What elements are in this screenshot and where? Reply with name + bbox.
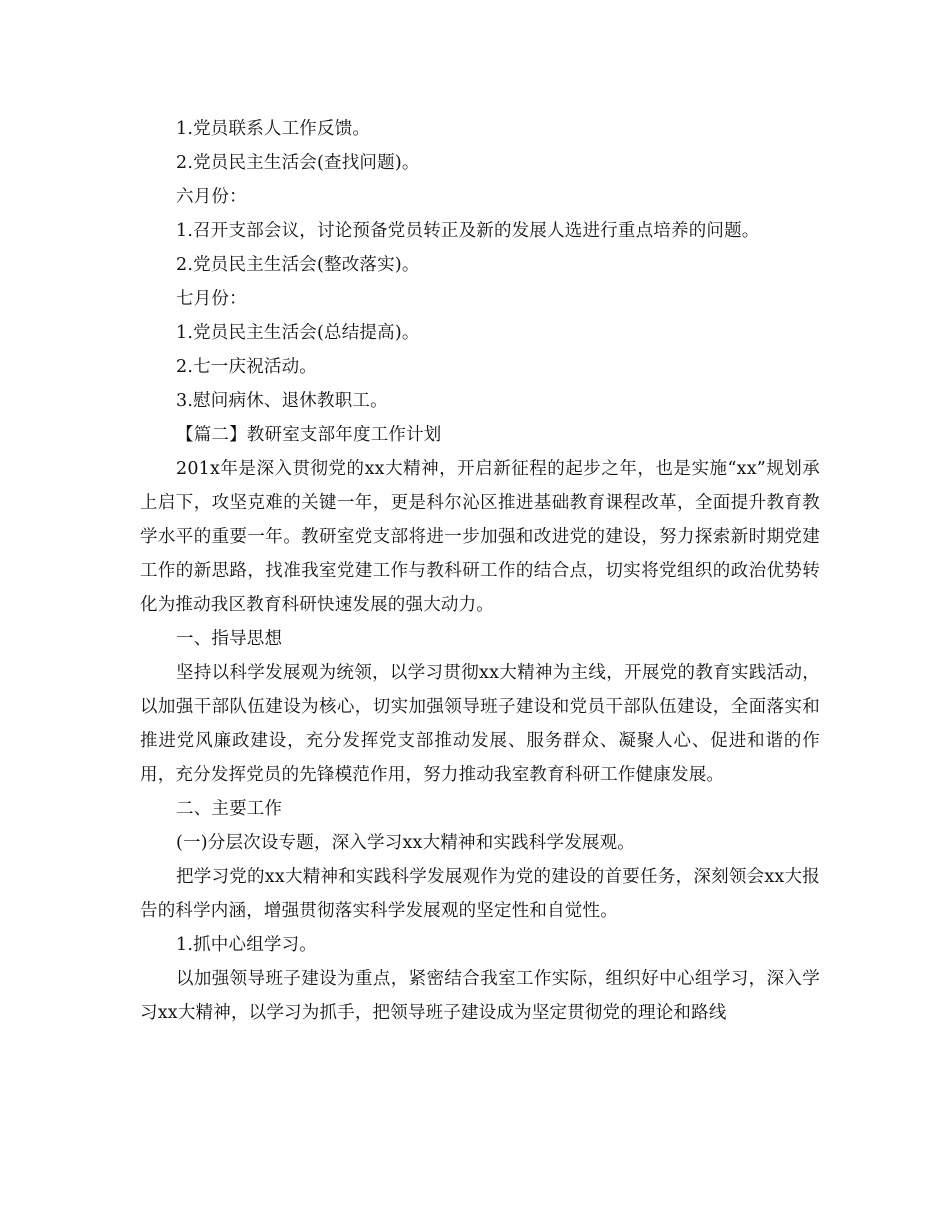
- month-heading: 六月份：: [176, 187, 247, 207]
- paragraph: 把学习党的xx大精神和实践科学发展观作为党的建设的首要任务，深刻领会xx大报告的科学内涵，增强贯彻落实科学发展观的坚定性和自觉性。: [140, 867, 820, 921]
- list-item: 1.党员联系人工作反馈。: [176, 119, 371, 139]
- list-item: 1.抓中心组学习。: [176, 935, 317, 955]
- list-item: 2.七一庆祝活动。: [176, 357, 317, 377]
- section-title: 【篇二】教研室支部年度工作计划: [176, 425, 442, 445]
- list-item: 3.慰问病休、退休教职工。: [176, 391, 388, 411]
- paragraph: 201x年是深入贯彻党的xx大精神，开启新征程的起步之年，也是实施“xx”规划承上启下，攻坚克难的关键一年，更是科尔沁区推进基础教育课程改革，全面提升教育教学水平的重要一年。教研室党支部将进一步加强和改进党的建设，努力探索新时期党建工作的新思路，找准我室党建工作与教科研工作的结合点，切实将党组织的政治优势转化为推动我区教育科研快速发展的强大动力。: [140, 459, 820, 615]
- paragraph: 以加强领导班子建设为重点，紧密结合我室工作实际，组织好中心组学习，深入学习xx大精神，以学习为抓手，把领导班子建设成为坚定贯彻党的理论和路线: [140, 969, 820, 1023]
- subheading: (一)分层次设专题，深入学习xx大精神和实践科学发展观。: [176, 833, 635, 853]
- section-heading: 二、主要工作: [176, 799, 283, 819]
- list-item: 2.党员民主生活会(整改落实)。: [176, 255, 420, 275]
- list-item: 2.党员民主生活会(查找问题)。: [176, 153, 420, 173]
- section-heading: 一、指导思想: [176, 629, 283, 649]
- list-item: 1.党员民主生活会(总结提高)。: [176, 323, 420, 343]
- paragraph: 坚持以科学发展观为统领，以学习贯彻xx大精神为主线，开展党的教育实践活动，以加强干部队伍建设为核心，切实加强领导班子建设和党员干部队伍建设，全面落实和推进党风廉政建设，充分发挥党支部推动发展、服务群众、凝聚人心、促进和谐的作用，充分发挥党员的先锋模范作用，努力推动我室教育科研工作健康发展。: [140, 663, 820, 785]
- document-body: [140, 112, 820, 1030]
- list-item: 1.召开支部会议，讨论预备党员转正及新的发展人选进行重点培养的问题。: [176, 221, 760, 241]
- month-heading: 七月份：: [176, 289, 247, 309]
